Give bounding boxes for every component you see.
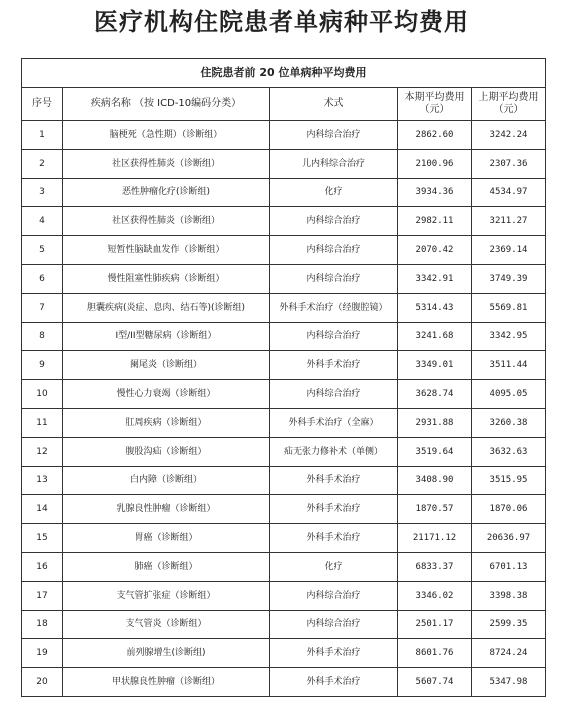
cell-procedure: 内科综合治疗	[270, 322, 398, 351]
cell-current-cost: 3934.36	[398, 178, 472, 207]
cell-current-cost: 1870.57	[398, 495, 472, 524]
cell-current-cost: 3349.01	[398, 351, 472, 380]
cell-disease: 前列腺增生(诊断组)	[63, 639, 270, 668]
cell-procedure: 内科综合治疗	[270, 207, 398, 236]
table-row	[22, 178, 546, 207]
cell-current-cost: 2982.11	[398, 207, 472, 236]
cell-procedure: 化疗	[270, 552, 398, 581]
table-row	[22, 437, 546, 466]
cell-disease: 胆囊疾病(炎症、息肉、结石等)(诊断组)	[63, 293, 270, 322]
cell-procedure: 内科综合治疗	[270, 610, 398, 639]
cell-previous-cost: 3515.95	[472, 466, 546, 495]
header-index: 序号	[22, 88, 63, 121]
table-row	[22, 293, 546, 322]
table-header-row	[22, 88, 546, 121]
cell-current-cost: 21171.12	[398, 524, 472, 553]
cell-previous-cost: 2369.14	[472, 236, 546, 265]
header-current-cost: 本期平均费用（元）	[398, 88, 472, 121]
cell-procedure: 外科手术治疗	[270, 639, 398, 668]
table-row	[22, 524, 546, 553]
cell-current-cost: 5607.74	[398, 668, 472, 697]
cell-procedure: 内科综合治疗	[270, 581, 398, 610]
cell-procedure: 外科手术治疗（经腹腔镜）	[270, 293, 398, 322]
cell-current-cost: 6833.37	[398, 552, 472, 581]
cell-previous-cost: 1870.06	[472, 495, 546, 524]
cell-index: 4	[22, 207, 63, 236]
cell-disease: 脑梗死（急性期）（诊断组）	[63, 121, 270, 150]
cell-index: 5	[22, 236, 63, 265]
cell-index: 6	[22, 264, 63, 293]
table-row	[22, 322, 546, 351]
table-row	[22, 552, 546, 581]
table-row	[22, 149, 546, 178]
table-row	[22, 264, 546, 293]
cell-previous-cost: 20636.97	[472, 524, 546, 553]
header-disease: 疾病名称 （按 ICD-10编码分类）	[63, 88, 270, 121]
cell-previous-cost: 3398.38	[472, 581, 546, 610]
cost-table	[21, 58, 546, 697]
cell-index: 3	[22, 178, 63, 207]
cell-disease: 甲状腺良性肿瘤（诊断组）	[63, 668, 270, 697]
cell-current-cost: 3408.90	[398, 466, 472, 495]
cell-procedure: 外科手术治疗（全麻）	[270, 408, 398, 437]
cell-disease: 慢性心力衰竭（诊断组）	[63, 380, 270, 409]
cell-index: 11	[22, 408, 63, 437]
cell-current-cost: 5314.43	[398, 293, 472, 322]
table-row	[22, 380, 546, 409]
cell-index: 16	[22, 552, 63, 581]
cell-previous-cost: 3511.44	[472, 351, 546, 380]
cell-disease: 社区获得性肺炎（诊断组）	[63, 207, 270, 236]
cell-disease: 白内障（诊断组）	[63, 466, 270, 495]
cell-disease: 慢性阻塞性肺疾病（诊断组）	[63, 264, 270, 293]
header-previous-cost: 上期平均费用（元）	[472, 88, 546, 121]
cell-procedure: 疝无张力修补术（单侧）	[270, 437, 398, 466]
cell-current-cost: 3519.64	[398, 437, 472, 466]
cell-disease: 腹股沟疝（诊断组）	[63, 437, 270, 466]
cell-disease: 支气管扩张症（诊断组）	[63, 581, 270, 610]
table-row	[22, 408, 546, 437]
cell-previous-cost: 3260.38	[472, 408, 546, 437]
cell-current-cost: 3628.74	[398, 380, 472, 409]
table-row	[22, 121, 546, 150]
table-row	[22, 610, 546, 639]
cell-disease: 短暂性脑缺血发作（诊断组）	[63, 236, 270, 265]
cell-disease: 胃癌（诊断组）	[63, 524, 270, 553]
cell-index: 12	[22, 437, 63, 466]
cell-index: 20	[22, 668, 63, 697]
cell-procedure: 外科手术治疗	[270, 668, 398, 697]
cell-previous-cost: 3342.95	[472, 322, 546, 351]
cell-index: 15	[22, 524, 63, 553]
cell-current-cost: 2100.96	[398, 149, 472, 178]
cell-index: 9	[22, 351, 63, 380]
cell-index: 8	[22, 322, 63, 351]
cell-index: 19	[22, 639, 63, 668]
cell-index: 7	[22, 293, 63, 322]
cell-current-cost: 8601.76	[398, 639, 472, 668]
cell-index: 1	[22, 121, 63, 150]
cell-procedure: 儿内科综合治疗	[270, 149, 398, 178]
cell-disease: 乳腺良性肿瘤（诊断组）	[63, 495, 270, 524]
page-title: 医疗机构住院患者单病种平均费用	[94, 8, 469, 36]
cell-procedure: 外科手术治疗	[270, 351, 398, 380]
cell-previous-cost: 3242.24	[472, 121, 546, 150]
table-row	[22, 207, 546, 236]
cell-disease: 肛周疾病（诊断组）	[63, 408, 270, 437]
table-row	[22, 639, 546, 668]
cell-previous-cost: 8724.24	[472, 639, 546, 668]
table-caption-row	[22, 59, 546, 88]
cell-previous-cost: 3211.27	[472, 207, 546, 236]
cell-procedure: 内科综合治疗	[270, 121, 398, 150]
table-row	[22, 581, 546, 610]
cell-index: 17	[22, 581, 63, 610]
cell-previous-cost: 2599.35	[472, 610, 546, 639]
cell-current-cost: 2501.17	[398, 610, 472, 639]
cell-procedure: 外科手术治疗	[270, 495, 398, 524]
cell-index: 2	[22, 149, 63, 178]
cell-current-cost: 2931.88	[398, 408, 472, 437]
table-row	[22, 351, 546, 380]
cell-current-cost: 2070.42	[398, 236, 472, 265]
cell-previous-cost: 5569.81	[472, 293, 546, 322]
header-procedure: 术式	[270, 88, 398, 121]
cell-disease: I型/II型糖尿病（诊断组）	[63, 322, 270, 351]
cell-previous-cost: 4534.97	[472, 178, 546, 207]
table-row	[22, 236, 546, 265]
cell-disease: 恶性肿瘤化疗(诊断组)	[63, 178, 270, 207]
cell-current-cost: 3241.68	[398, 322, 472, 351]
cell-disease: 支气管炎（诊断组）	[63, 610, 270, 639]
table-row	[22, 495, 546, 524]
cell-index: 10	[22, 380, 63, 409]
table-row	[22, 668, 546, 697]
cell-disease: 阑尾炎（诊断组）	[63, 351, 270, 380]
cell-previous-cost: 4095.05	[472, 380, 546, 409]
table-caption: 住院患者前 20 位单病种平均费用	[22, 59, 546, 88]
cell-procedure: 化疗	[270, 178, 398, 207]
cell-current-cost: 3346.02	[398, 581, 472, 610]
cell-procedure: 外科手术治疗	[270, 466, 398, 495]
cell-disease: 社区获得性肺炎（诊断组）	[63, 149, 270, 178]
cell-procedure: 外科手术治疗	[270, 524, 398, 553]
cell-index: 13	[22, 466, 63, 495]
cell-previous-cost: 5347.98	[472, 668, 546, 697]
cell-procedure: 内科综合治疗	[270, 380, 398, 409]
cell-current-cost: 3342.91	[398, 264, 472, 293]
cell-current-cost: 2862.60	[398, 121, 472, 150]
cell-index: 14	[22, 495, 63, 524]
cell-previous-cost: 3632.63	[472, 437, 546, 466]
cell-procedure: 内科综合治疗	[270, 264, 398, 293]
cell-previous-cost: 3749.39	[472, 264, 546, 293]
cell-procedure: 内科综合治疗	[270, 236, 398, 265]
cell-previous-cost: 2307.36	[472, 149, 546, 178]
table-row	[22, 466, 546, 495]
cell-disease: 肺癌（诊断组）	[63, 552, 270, 581]
cell-previous-cost: 6701.13	[472, 552, 546, 581]
cell-index: 18	[22, 610, 63, 639]
